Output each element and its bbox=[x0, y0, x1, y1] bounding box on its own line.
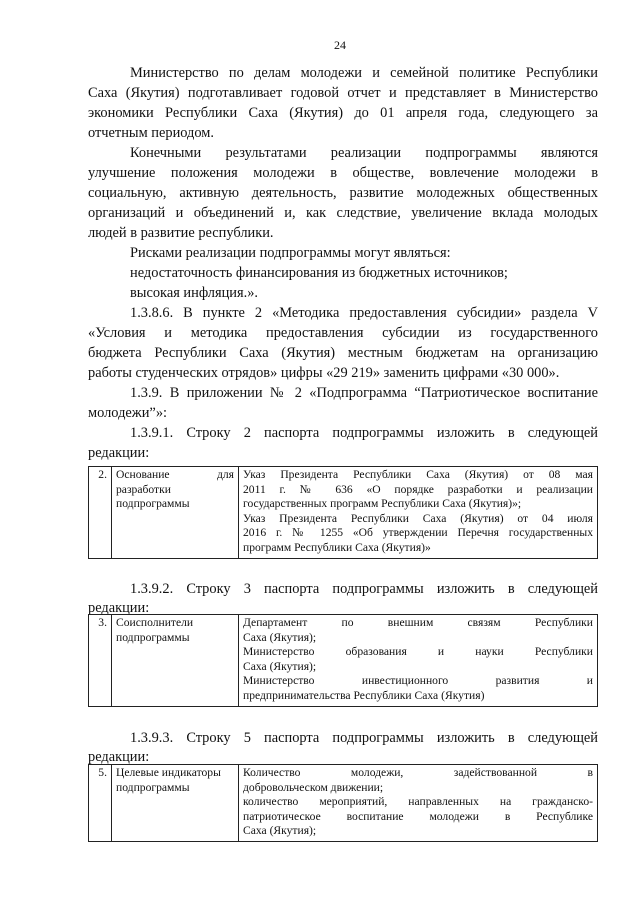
text-line: «Условия и методика предоставления субсидии из государственного bbox=[88, 325, 598, 341]
text-line: редакции: bbox=[88, 600, 150, 616]
text-line: бюджета Республики Саха (Якутия) местным бюджетам на организацию bbox=[88, 345, 598, 361]
text-line: Конечными результатами реализации подпрограммы являются bbox=[130, 145, 598, 161]
row-content: Департамент по внешним связям Республики Саха (Якутия); Министерство образования и науки Республики Саха (Якутия); Министерство инвестиционного развития и предпринимательства Республики Саха (Якутия) bbox=[239, 615, 598, 707]
row-label: Основание для разработки подпрограммы bbox=[112, 467, 239, 559]
row-label: Целевые индикаторы подпрограммы bbox=[112, 765, 239, 842]
text-line: 1.3.9. В приложении № 2 «Подпрограмма “Патриотическое воспитание bbox=[130, 385, 598, 401]
text-line: 1.3.8.6. В пункте 2 «Методика предоставления субсидии» раздела V bbox=[130, 305, 598, 321]
row-number: 5. bbox=[89, 765, 112, 842]
text-line: улучшение положения молодежи в обществе, вовлечение молодежи в bbox=[88, 165, 598, 181]
text-line: работы студенческих отрядов» цифры «29 219» заменить цифрами «30 000». bbox=[88, 365, 560, 381]
row-label: Соисполнители подпрограммы bbox=[112, 615, 239, 707]
row-content: Количество молодежи, задействованной в добровольческом движении; количество мероприятий, направленных на гражданско- патриотическое воспитание молодежи в Республике Саха (Якутия); bbox=[239, 765, 598, 842]
row-content: Указ Президента Республики Саха (Якутия) от 08 мая 2011 г. № 636 «О порядке разработки и реализации государственных программ Республики Саха (Якутия)»; Указ Президента Республики Саха (Якутия) от 04 июля 2016 г. № 1255 «Об утверждении Перечня государственных программ Республики Саха (Якутия)» bbox=[239, 467, 598, 559]
passport-table-row-5 bbox=[88, 764, 598, 842]
text-line: организаций и объединений и, как следствие, увеличение вклада молодых bbox=[88, 205, 598, 221]
text-line: редакции: bbox=[88, 749, 150, 765]
text-line: Министерство по делам молодежи и семейной политике Республики bbox=[130, 65, 598, 81]
page-number: 24 bbox=[334, 38, 346, 52]
text-line: недостаточность финансирования из бюджетных источников; bbox=[130, 265, 508, 281]
text-line: 1.3.9.3. Строку 5 паспорта подпрограммы изложить в следующей bbox=[130, 730, 598, 746]
text-line: экономики Республики Саха (Якутия) до 01 апреля года, следующего за bbox=[88, 105, 598, 121]
text-line: высокая инфляция.». bbox=[130, 285, 259, 301]
text-line: Рисками реализации подпрограммы могут являться: bbox=[130, 245, 451, 261]
row-number: 3. bbox=[89, 615, 112, 707]
text-line: 1.3.9.1. Строку 2 паспорта подпрограммы изложить в следующей bbox=[130, 425, 598, 441]
passport-table-row-3 bbox=[88, 614, 598, 707]
text-line: социальную, активную деятельность, развитие молодежных общественных bbox=[88, 185, 598, 201]
text-line: 1.3.9.2. Строку 3 паспорта подпрограммы изложить в следующей bbox=[130, 581, 598, 597]
text-line: Саха (Якутия) подготавливает годовой отчет и представляет в Министерство bbox=[88, 85, 598, 101]
text-line: людей в развитие республики. bbox=[88, 225, 274, 241]
row-number: 2. bbox=[89, 467, 112, 559]
text-line: молодежи”»: bbox=[88, 405, 168, 421]
text-line: редакции: bbox=[88, 445, 150, 461]
text-line: отчетным периодом. bbox=[88, 125, 214, 141]
passport-table-row-2 bbox=[88, 466, 598, 559]
